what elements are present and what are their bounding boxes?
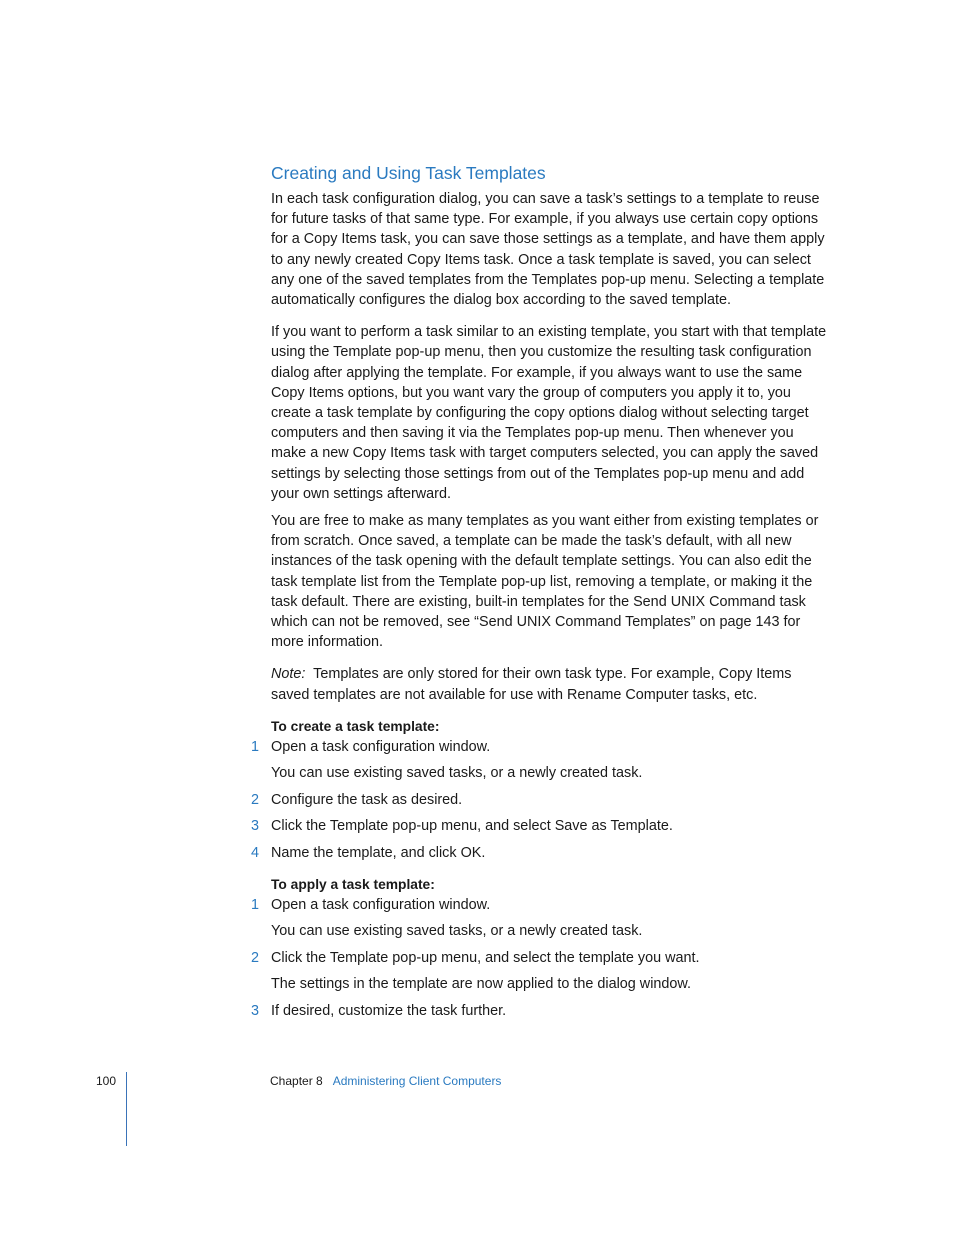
note-text: Templates are only stored for their own task type. For example, Copy Items saved templates are not available for use with Rename Computer tasks, etc.	[271, 666, 792, 703]
step-text: Open a task configuration window.	[271, 738, 491, 755]
step-item	[251, 948, 831, 995]
procedure-heading: To apply a task template:	[271, 876, 435, 892]
footer-divider	[126, 1072, 127, 1146]
step-number: 1	[251, 896, 260, 913]
step-text: If desired, customize the task further.	[271, 1002, 507, 1019]
chapter-footer	[270, 1073, 501, 1089]
step-text: Configure the task as desired.	[271, 791, 463, 808]
body-paragraph: In each task configuration dialog, you can save a task’s settings to a template to reuse for future tasks of that same type. For example, if you always use certain copy options for a Copy Items task, you can save those settings as a template, and have them apply to any newly created Copy Items task. Once a task template is saved, you can select any one of the saved templates from the Templates pop-up menu. Selecting a template automatically configures the dialog box according to the saved template.	[271, 191, 825, 309]
step-text: Click the Template pop-up menu, and select Save as Template.	[271, 818, 673, 835]
chapter-title: Administering Client Computers	[332, 1074, 502, 1088]
step-number: 1	[251, 738, 260, 755]
step-item	[251, 790, 831, 810]
note-paragraph	[271, 664, 831, 704]
step-text: Name the template, and click OK.	[271, 844, 486, 861]
step-text: Click the Template pop-up menu, and select the template you want.	[271, 949, 700, 966]
step-number: 2	[251, 791, 260, 808]
note-label: Note:	[271, 666, 306, 683]
step-number: 4	[251, 844, 260, 861]
body-paragraph: You are free to make as many templates as you want either from existing templates or from scratch. Once saved, a template can be made the task’s default, with all new instances of the task opening with the default template settings. You can also edit the task template list from the Template pop-up list, removing a template, or making it the task default. There are existing, built-in templates for the Send UNIX Command task which can not be removed, see “Send UNIX Command Templates” on page 143 for more information.	[271, 513, 819, 651]
step-number: 2	[251, 949, 260, 966]
step-item	[251, 737, 831, 784]
apply-steps-list	[251, 895, 831, 1021]
step-result: The settings in the template are now applied to the dialog window.	[271, 976, 691, 993]
create-steps-list	[251, 737, 831, 863]
body-paragraph: If you want to perform a task similar to an existing template, you start with that template using the Template pop-up menu, then you customize the resulting task configuration dialog after applying the template. For example, if you always want to use the same Copy Items options, but you want vary the group of computers you apply it to, you create a task template by configuring the copy options dialog without selecting target computers and then saving it via the Templates pop-up menu. Then whenever you make a new Copy Items task with target computers selected, you can apply the saved settings by selecting those settings from out of the Templates pop-up menu and add your own settings afterward.	[271, 324, 827, 502]
step-result: You can use existing saved tasks, or a newly created task.	[271, 923, 643, 940]
procedure-heading: To create a task template:	[271, 718, 440, 734]
step-number: 3	[251, 1002, 260, 1019]
step-item	[251, 1001, 831, 1021]
chapter-label: Chapter 8	[270, 1074, 323, 1088]
page-number: 100	[96, 1074, 117, 1088]
step-result: You can use existing saved tasks, or a newly created task.	[271, 765, 643, 782]
page-content	[251, 160, 831, 1021]
step-item	[251, 895, 831, 942]
section-heading: Creating and Using Task Templates	[271, 163, 546, 183]
step-item	[251, 843, 831, 863]
step-item	[251, 816, 831, 836]
step-text: Open a task configuration window.	[271, 896, 491, 913]
step-number: 3	[251, 818, 260, 835]
